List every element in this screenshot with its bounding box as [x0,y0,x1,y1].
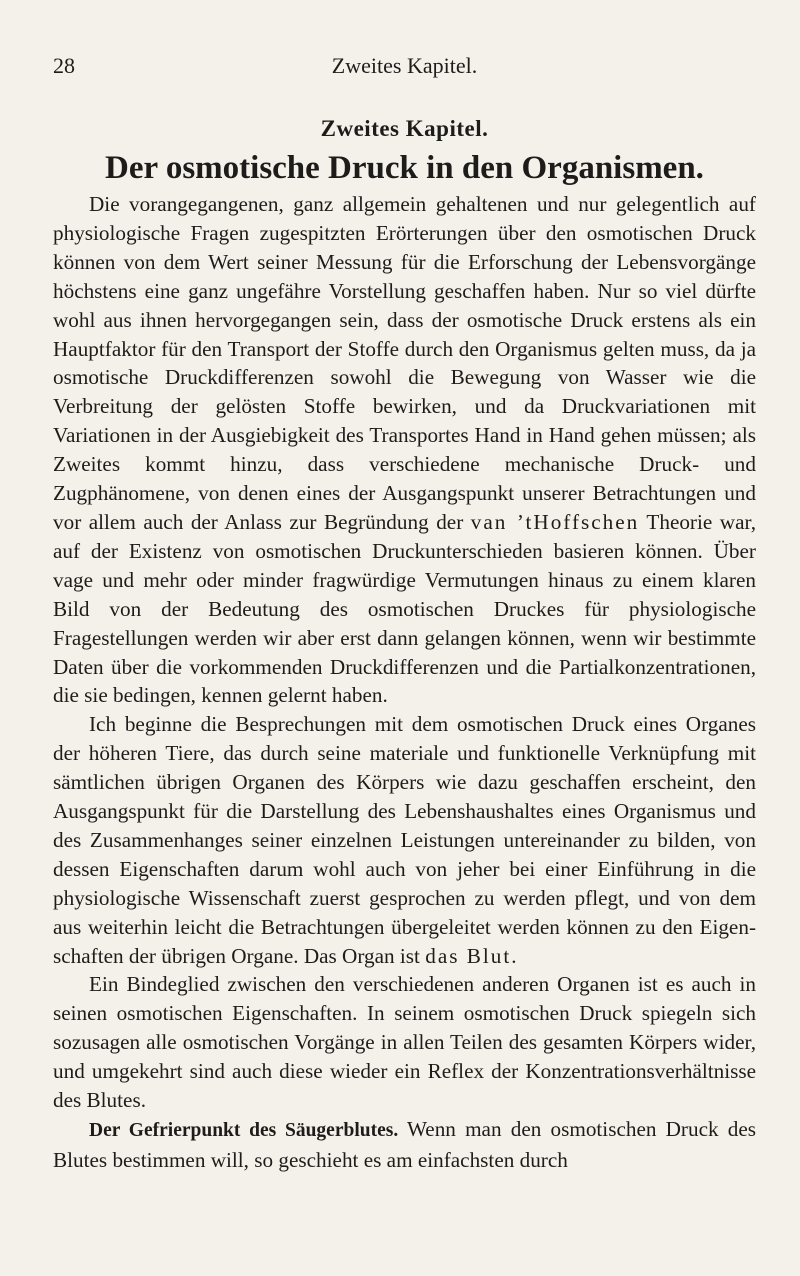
paragraph-1-text: Die vorangegangenen, ganz allgemein gehaltenen und nur gelegentlich auf physiologische Fragen zugespitzten Erörterungen über den osmotischen Druck können von dem Wert seiner Messung für die Erforschung der Lebensvorgänge höchstens eine ganz ungefähre Vorstellung geschaffen haben. Nur so viel dürfte wohl aus ihnen hervorgegangen sein, dass der osmotische Druck erstens als ein Hauptfaktor für den Transport der Stoffe durch den Organismus gelten muss, da ja osmotische Druckdifferenzen sowohl die Bewegung von Wasser wie die Verbreitung der gelösten Stoffe bewirken, und da Druckvariationen mit Variationen in der Ausgiebigkeit des Transportes Hand in Hand gehen müssen; als Zweites kommt hinzu, dass verschiedene mechanische Druck- und Zugphänomene, von denen eines der Ausgangspunkt unserer Betrachtungen und vor allem auch der Anlass zur Begründung der [53,192,756,534]
chapter-label: Zweites Kapitel. [320,116,489,141]
paragraph-1 [53,190,756,710]
chapter-title: Der osmotische Druck in den Organismen. [105,150,704,186]
running-title: Zweites Kapitel. [331,53,478,78]
paragraph-2-emphasis: das Blut [425,943,512,968]
paragraph-2 [53,710,756,970]
running-head [53,0,756,92]
paragraph-3-text: Ein Bindeglied zwischen den verschiedenen anderen Organen ist es auch in seinen osmotischen Eigenschaften. In seinem osmotischen Druck spiegeln sich sozusagen alle osmotischen Vorgänge in allen Teilen des gesamten Körpers wider, und umgekehrt sind auch diese wieder ein Reflex der Konzentrationsverhältnisse des Blutes. [53,972,756,1113]
section-run-in-heading: Der Gefrierpunkt des Säugerblutes. [89,1120,399,1141]
paragraph-2-text: Ich beginne die Besprechungen mit dem osmotischen Druck eines Organes der höheren Tiere, das durch seine materiale und funktionelle Verknüpfung mit sämtlichen übrigen Organen des Körpers wie dazu geschaffen erscheint, den Ausgangspunkt für die Darstellung des Lebenshaushaltes eines Organismus und des Zusammenhanges seiner einzelnen Leistungen untereinander zu bilden, von dessen Eigenschaften darum wohl auch von jeher bei einer Einführung in die physiologische Wissenschaft zuerst gesprochen zu werden pflegt, und von dem aus weiterhin leicht die Betrachtungen übergeleitet werden können zu den Eigenschaften der übrigen Organe. Das Organ ist [53,712,756,968]
paragraph-2-text-after: . [511,943,517,968]
paragraph-4 [53,1115,756,1175]
body-text [53,190,756,1175]
page-number: 28 [53,53,75,78]
paragraph-1-emphasis: van ’tHoffschen [470,509,640,534]
paragraph-1-text-after: Theorie war, auf der Existenz von osmotischen Druckunterschieden basieren können. Über vage und mehr oder minder fragwürdige Vermutungen hinaus zu einem klaren Bild von der Bedeutung des osmotischen Druckes für physiologische Fragestellungen werden wir aber erst dann gelangen können, wenn wir bestimmte Daten über die vorkommenden Druckdifferenzen und die Partialkonzentrationen, die sie bedingen, kennen gelernt haben. [53,509,756,708]
paragraph-3 [53,970,756,1115]
paragraph-4-text: Wenn man den osmotischen Druck des Blutes bestimmen will, so geschieht es am einfachsten durch [53,1117,756,1172]
